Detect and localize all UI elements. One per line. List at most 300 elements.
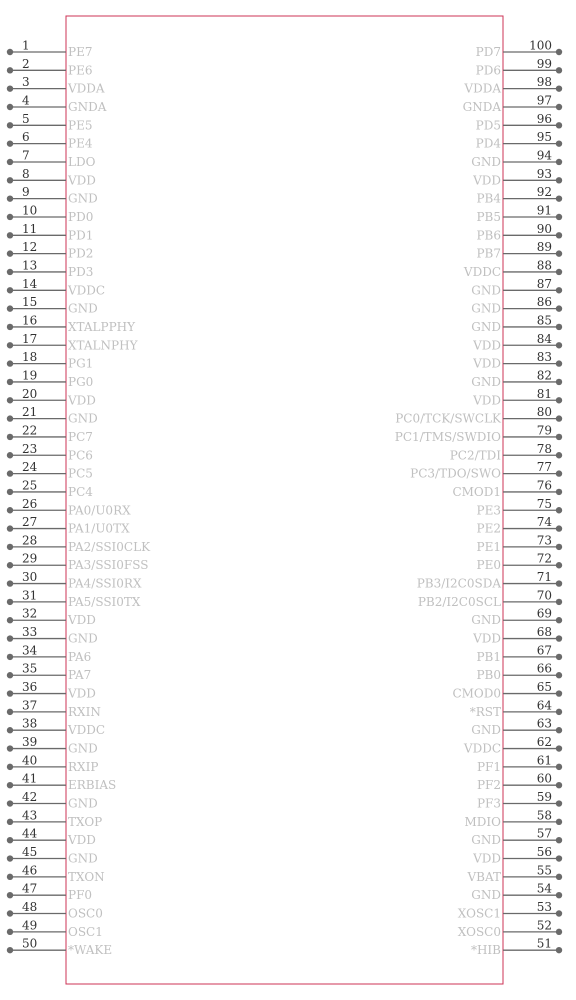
pin-5 [7, 112, 93, 133]
pin-name: PG1 [68, 356, 94, 371]
pin-endpoint-dot [7, 855, 13, 861]
pin-name: PD6 [475, 63, 501, 78]
pin-endpoint-dot [7, 654, 13, 660]
pin-name: PC2/TDI [449, 448, 501, 463]
pin-number: 94 [536, 148, 552, 163]
pin-number: 82 [536, 368, 552, 383]
pin-name: XOSC1 [457, 906, 501, 921]
pin-number: 68 [536, 625, 552, 640]
pin-name: PE3 [476, 503, 501, 518]
pin-name: VDD [473, 338, 501, 353]
pin-endpoint-dot [556, 745, 562, 751]
pin-endpoint-dot [7, 470, 13, 476]
pin-name: VDD [68, 613, 96, 628]
pin-name: VDDC [463, 264, 501, 279]
pin-37 [7, 698, 101, 719]
pin-1 [7, 39, 93, 60]
pin-endpoint-dot [556, 800, 562, 806]
pin-name: VDD [473, 851, 501, 866]
pin-number: 85 [536, 313, 552, 328]
pin-name: GND [68, 301, 98, 316]
right-pin-column [395, 39, 562, 958]
pin-name: PF1 [476, 759, 501, 774]
pin-endpoint-dot [556, 250, 562, 256]
pin-endpoint-dot [556, 599, 562, 605]
pin-endpoint-dot [7, 525, 13, 531]
pin-name: PB7 [476, 246, 501, 261]
pin-name: PF2 [476, 778, 501, 793]
pin-endpoint-dot [7, 617, 13, 623]
pin-name: VDDA [464, 81, 501, 96]
pin-number: 87 [536, 276, 552, 291]
pin-12 [7, 240, 94, 261]
pin-number: 8 [22, 166, 30, 181]
pin-name: OSC1 [68, 924, 103, 939]
pin-number: 56 [536, 845, 552, 860]
pin-name: GND [68, 741, 98, 756]
pin-name: GND [471, 888, 501, 903]
pin-name: GND [68, 796, 98, 811]
pin-endpoint-dot [7, 489, 13, 495]
pin-2 [7, 57, 93, 78]
pin-name: *RST [469, 704, 501, 719]
pin-32 [7, 607, 96, 628]
pin-number: 83 [536, 350, 552, 365]
pin-name: PA7 [68, 668, 92, 683]
pin-endpoint-dot [556, 855, 562, 861]
pin-name: PE7 [68, 45, 93, 59]
pin-endpoint-dot [556, 397, 562, 403]
pin-number: 49 [22, 918, 38, 933]
pin-name: VDD [68, 173, 96, 188]
pin-number: 71 [536, 570, 552, 585]
pin-endpoint-dot [556, 892, 562, 898]
pin-endpoint-dot [556, 489, 562, 495]
pin-name: PD1 [68, 228, 94, 243]
pin-number: 22 [22, 423, 38, 438]
pin-endpoint-dot [556, 544, 562, 550]
pin-endpoint-dot [7, 745, 13, 751]
pin-endpoint-dot [7, 434, 13, 440]
pin-8 [7, 167, 96, 188]
pin-name: VBAT [467, 869, 501, 884]
pin-name: VDDA [68, 81, 105, 96]
pin-endpoint-dot [7, 672, 13, 678]
pin-name: TXOP [68, 814, 103, 829]
pin-number: 20 [22, 386, 38, 401]
pin-endpoint-dot [7, 415, 13, 421]
pin-endpoint-dot [7, 947, 13, 953]
pin-endpoint-dot [7, 140, 13, 146]
pin-name: PD3 [68, 264, 94, 279]
pin-endpoint-dot [556, 324, 562, 330]
pin-number: 1 [22, 38, 30, 53]
pin-endpoint-dot [7, 195, 13, 201]
pin-number: 44 [22, 826, 38, 841]
pin-endpoint-dot [7, 544, 13, 550]
pin-endpoint-dot [7, 690, 13, 696]
pin-name: GND [68, 851, 98, 866]
pin-number: 80 [536, 405, 552, 420]
pin-number: 27 [22, 515, 38, 530]
pin-40 [7, 753, 99, 774]
pin-name: PF3 [476, 796, 501, 811]
pin-endpoint-dot [556, 654, 562, 660]
pin-15 [7, 295, 98, 316]
pin-number: 59 [536, 790, 552, 805]
pin-endpoint-dot [556, 562, 562, 568]
pin-number: 76 [536, 478, 552, 493]
pin-number: 64 [536, 698, 552, 713]
pin-number: 74 [536, 515, 552, 530]
pin-name: ERBIAS [68, 778, 117, 793]
pin-name: PF0 [68, 888, 93, 903]
pin-endpoint-dot [556, 342, 562, 348]
pin-number: 48 [22, 900, 38, 915]
pin-number: 26 [22, 496, 38, 511]
pin-number: 23 [22, 441, 38, 456]
pin-number: 51 [536, 936, 552, 951]
pin-number: 19 [22, 368, 38, 383]
pin-51 [471, 937, 562, 958]
pin-name: PC1/TMS/SWDIO [394, 429, 501, 444]
pin-number: 47 [22, 881, 38, 896]
pin-name: GND [471, 154, 501, 169]
pin-number: 100 [529, 38, 552, 53]
pin-endpoint-dot [7, 910, 13, 916]
pin-name: GND [471, 833, 501, 848]
pin-number: 60 [536, 771, 552, 786]
pin-11 [7, 222, 94, 243]
pin-number: 86 [536, 295, 552, 310]
pin-endpoint-dot [7, 397, 13, 403]
pin-number: 31 [22, 588, 38, 603]
pin-number: 9 [22, 185, 30, 200]
pin-number: 25 [22, 478, 38, 493]
pin-name: VDD [68, 833, 96, 848]
pin-6 [7, 130, 93, 151]
left-pin-column [7, 39, 151, 958]
pin-number: 91 [536, 203, 552, 218]
pin-42 [7, 790, 98, 811]
pin-name: GND [471, 374, 501, 389]
pin-name: GNDA [462, 99, 501, 114]
pin-endpoint-dot [556, 874, 562, 880]
pin-number: 95 [536, 130, 552, 145]
pin-35 [7, 662, 91, 683]
pin-19 [7, 368, 93, 389]
pin-number: 24 [22, 460, 38, 475]
pin-number: 67 [536, 643, 552, 658]
pin-name: RXIN [68, 704, 101, 719]
pin-endpoint-dot [556, 104, 562, 110]
pin-endpoint-dot [556, 287, 562, 293]
pin-name: GND [471, 723, 501, 738]
pin-name: OSC0 [68, 906, 103, 921]
pin-name: PB4 [476, 191, 501, 206]
pin-number: 62 [536, 735, 552, 750]
pin-name: PC7 [68, 429, 93, 444]
pin-name: TXON [68, 869, 105, 884]
pin-name: VDD [68, 393, 96, 408]
pin-number: 28 [22, 533, 38, 548]
pin-number: 38 [22, 716, 38, 731]
pin-endpoint-dot [7, 892, 13, 898]
pin-endpoint-dot [556, 470, 562, 476]
pin-number: 50 [22, 936, 38, 951]
pin-13 [7, 258, 94, 279]
pin-name: GND [471, 301, 501, 316]
pin-endpoint-dot [7, 305, 13, 311]
pin-endpoint-dot [7, 874, 13, 880]
pin-number: 39 [22, 735, 38, 750]
pin-name: PD2 [68, 246, 94, 261]
pin-name: MDIO [464, 814, 501, 829]
pin-number: 90 [536, 221, 552, 236]
pin-number: 73 [536, 533, 552, 548]
pin-endpoint-dot [556, 434, 562, 440]
pin-name: PD0 [68, 209, 94, 224]
pin-endpoint-dot [556, 910, 562, 916]
pin-name: CMOD1 [452, 484, 501, 499]
pin-22 [7, 423, 93, 444]
pin-name: VDDC [68, 723, 106, 738]
pin-number: 43 [22, 808, 38, 823]
pin-number: 3 [22, 75, 30, 90]
pin-name: VDDC [68, 283, 106, 298]
pin-endpoint-dot [7, 800, 13, 806]
pin-endpoint-dot [556, 360, 562, 366]
pin-endpoint-dot [556, 580, 562, 586]
pin-endpoint-dot [556, 507, 562, 513]
pin-number: 18 [22, 350, 38, 365]
pin-endpoint-dot [7, 599, 13, 605]
pin-name: PA3/SSI0FSS [68, 558, 149, 573]
pin-name: GND [471, 319, 501, 334]
pin-number: 34 [22, 643, 38, 658]
pin-7 [7, 148, 96, 169]
pin-endpoint-dot [7, 177, 13, 183]
pin-number: 75 [536, 496, 552, 511]
pin-number: 55 [536, 863, 552, 878]
pin-endpoint-dot [556, 140, 562, 146]
pin-name: VDDC [463, 741, 501, 756]
pin-number: 98 [536, 75, 552, 90]
pin-number: 37 [22, 698, 38, 713]
pin-name: PG0 [68, 374, 94, 389]
pin-number: 77 [536, 460, 552, 475]
pin-number: 89 [536, 240, 552, 255]
pin-number: 40 [22, 753, 38, 768]
pin-number: 11 [22, 221, 38, 236]
pin-endpoint-dot [556, 49, 562, 55]
pin-endpoint-dot [7, 929, 13, 935]
pin-number: 36 [22, 680, 38, 695]
pin-endpoint-dot [7, 507, 13, 513]
pin-number: 57 [536, 826, 552, 841]
pin-number: 52 [536, 918, 552, 933]
pin-47 [7, 882, 92, 903]
pin-name: GNDA [68, 99, 107, 114]
pin-number: 78 [536, 441, 552, 456]
pin-name: PE5 [68, 118, 93, 133]
pin-name: PB6 [476, 228, 501, 243]
pin-number: 33 [22, 625, 38, 640]
pin-endpoint-dot [556, 782, 562, 788]
pin-endpoint-dot [556, 709, 562, 715]
pin-number: 54 [536, 881, 552, 896]
pin-endpoint-dot [556, 159, 562, 165]
pin-name: CMOD0 [452, 686, 501, 701]
pin-endpoint-dot [7, 85, 13, 91]
pin-name: VDD [68, 686, 96, 701]
pin-21 [7, 405, 98, 426]
pin-endpoint-dot [556, 837, 562, 843]
pin-number: 79 [536, 423, 552, 438]
pin-10 [7, 203, 94, 224]
pin-name: PB1 [476, 649, 501, 664]
pin-number: 58 [536, 808, 552, 823]
pin-name: PC5 [68, 466, 93, 481]
pin-name: PE4 [68, 136, 93, 151]
pin-number: 17 [22, 331, 38, 346]
pin-number: 42 [22, 790, 38, 805]
pin-endpoint-dot [556, 379, 562, 385]
pin-number: 66 [536, 661, 552, 676]
pin-name: PD4 [475, 136, 501, 151]
pin-50 [7, 937, 112, 958]
pin-endpoint-dot [7, 709, 13, 715]
pin-endpoint-dot [556, 672, 562, 678]
pin-20 [7, 387, 96, 408]
pin-25 [7, 478, 93, 499]
pin-endpoint-dot [7, 104, 13, 110]
pin-number: 81 [536, 386, 552, 401]
pin-name: PA4/SSI0RX [68, 576, 142, 591]
pin-number: 84 [536, 331, 552, 346]
pin-name: PC6 [68, 448, 93, 463]
pin-name: PC3/TDO/SWO [410, 466, 501, 481]
pin-name: PD7 [475, 45, 501, 59]
pin-endpoint-dot [556, 305, 562, 311]
pin-name: PA1/U0TX [68, 521, 130, 536]
pin-name: PB0 [476, 668, 501, 683]
pin-number: 6 [22, 130, 30, 145]
pin-endpoint-dot [7, 764, 13, 770]
pin-endpoint-dot [7, 360, 13, 366]
pin-endpoint-dot [7, 379, 13, 385]
pin-33 [7, 625, 98, 646]
pin-number: 41 [22, 771, 38, 786]
pin-endpoint-dot [7, 269, 13, 275]
pin-endpoint-dot [7, 562, 13, 568]
pin-endpoint-dot [556, 525, 562, 531]
pin-number: 7 [22, 148, 30, 163]
pin-name: VDD [473, 173, 501, 188]
pin-endpoint-dot [556, 122, 562, 128]
pin-name: GND [68, 411, 98, 426]
pin-number: 4 [22, 93, 30, 108]
pin-endpoint-dot [556, 929, 562, 935]
pin-endpoint-dot [7, 635, 13, 641]
pin-45 [7, 845, 98, 866]
pin-name: PA6 [68, 649, 92, 664]
pin-endpoint-dot [7, 122, 13, 128]
pin-number: 15 [22, 295, 38, 310]
pin-number: 96 [536, 111, 552, 126]
pin-number: 12 [22, 240, 38, 255]
pin-endpoint-dot [7, 452, 13, 458]
pin-endpoint-dot [7, 214, 13, 220]
pin-number: 72 [536, 551, 552, 566]
pin-number: 97 [536, 93, 552, 108]
pin-name: PE6 [68, 63, 93, 78]
pin-number: 70 [536, 588, 552, 603]
pin-number: 88 [536, 258, 552, 273]
pin-name: GND [68, 631, 98, 646]
pin-name: XTALNPHY [68, 338, 138, 353]
chip-body [66, 16, 503, 984]
pin-18 [7, 350, 93, 371]
pin-endpoint-dot [7, 324, 13, 330]
pin-number: 65 [536, 680, 552, 695]
pin-number: 30 [22, 570, 38, 585]
pin-endpoint-dot [7, 782, 13, 788]
pin-9 [7, 185, 98, 206]
pin-endpoint-dot [7, 232, 13, 238]
pin-endpoint-dot [556, 947, 562, 953]
pin-number: 61 [536, 753, 552, 768]
pin-name: PE1 [476, 539, 501, 554]
pin-number: 14 [22, 276, 38, 291]
pin-name: *HIB [470, 943, 501, 958]
pin-name: RXIP [68, 759, 99, 774]
pin-endpoint-dot [556, 415, 562, 421]
pin-name: PC0/TCK/SWCLK [395, 411, 501, 426]
pin-number: 13 [22, 258, 38, 273]
pin-24 [7, 460, 93, 481]
pin-endpoint-dot [7, 250, 13, 256]
pin-name: LDO [68, 154, 96, 169]
pin-name: PE2 [476, 521, 501, 536]
pin-endpoint-dot [7, 49, 13, 55]
pin-name: PA5/SSI0TX [68, 594, 141, 609]
pin-number: 10 [22, 203, 38, 218]
pin-name: PA2/SSI0CLK [68, 539, 151, 554]
pin-name: PB5 [476, 209, 501, 224]
pin-endpoint-dot [7, 837, 13, 843]
pin-name: PD5 [475, 118, 501, 133]
pin-number: 46 [22, 863, 38, 878]
pin-endpoint-dot [556, 690, 562, 696]
pin-number: 16 [22, 313, 38, 328]
pin-number: 93 [536, 166, 552, 181]
pin-name: PB3/I2C0SDA [416, 576, 501, 591]
pin-endpoint-dot [7, 819, 13, 825]
pin-endpoint-dot [7, 67, 13, 73]
pin-36 [7, 680, 96, 701]
pin-name: VDD [473, 393, 501, 408]
pin-endpoint-dot [556, 764, 562, 770]
pin-name: VDD [473, 631, 501, 646]
pin-number: 63 [536, 716, 552, 731]
pin-number: 29 [22, 551, 38, 566]
pin-name: GND [471, 613, 501, 628]
pin-number: 69 [536, 606, 552, 621]
pin-name: GND [471, 283, 501, 298]
pin-endpoint-dot [7, 727, 13, 733]
pin-endpoint-dot [556, 727, 562, 733]
